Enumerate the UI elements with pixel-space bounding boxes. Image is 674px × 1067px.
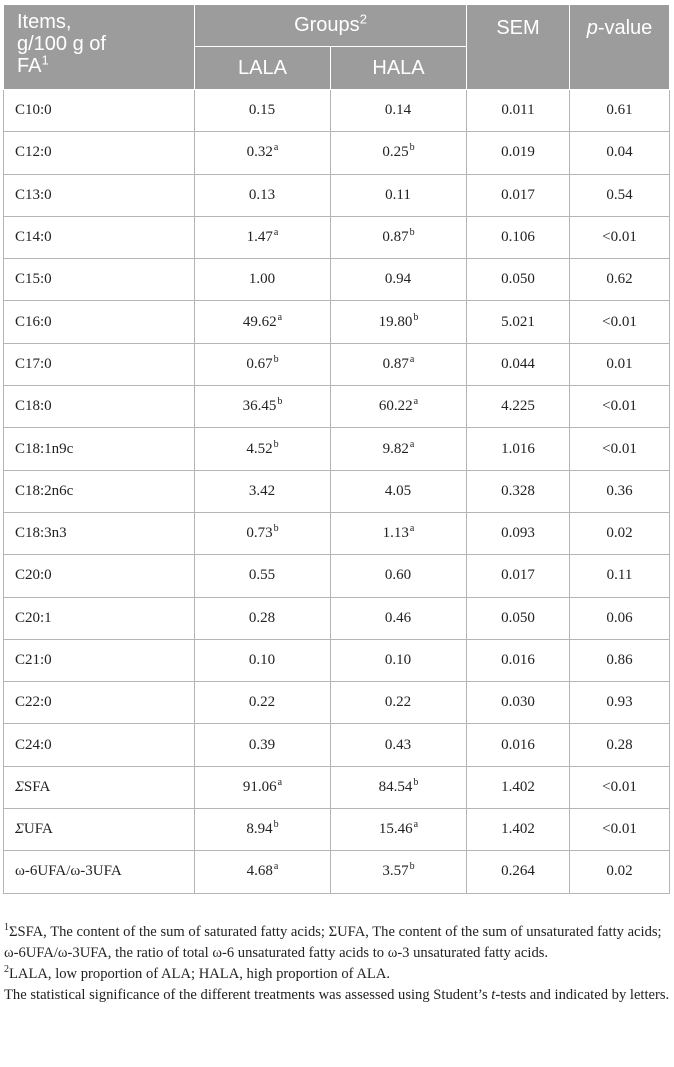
table-row [4, 724, 670, 766]
cell-lala: 4.68$^a$ [195, 851, 331, 893]
fatty-acid-table [3, 4, 670, 894]
table-row [4, 597, 670, 639]
header-hala: HALA [331, 47, 467, 90]
cell-item: C20:0 [4, 555, 195, 597]
table-row [4, 343, 670, 385]
cell-hala: 0.22 [331, 682, 467, 724]
table-row [4, 512, 670, 554]
cell-sem: 0.044 [467, 343, 570, 385]
cell-hala: 9.82$^a$ [331, 428, 467, 470]
table-row [4, 682, 670, 724]
cell-lala: 0.10 [195, 639, 331, 681]
table-row [4, 766, 670, 808]
cell-lala: 4.52$^b$ [195, 428, 331, 470]
cell-p-value: 0.02 [570, 512, 670, 554]
table-row [4, 428, 670, 470]
fatty-acid-table-container [3, 4, 669, 894]
cell-p-value: 0.54 [570, 174, 670, 216]
table-row [4, 216, 670, 258]
cell-item: C18:0 [4, 386, 195, 428]
cell-lala: 0.55 [195, 555, 331, 597]
table-row [4, 90, 670, 132]
cell-item: C24:0 [4, 724, 195, 766]
table-row [4, 301, 670, 343]
cell-p-value: 0.61 [570, 90, 670, 132]
header-p-value: p-value [570, 5, 670, 90]
cell-sem: 0.106 [467, 216, 570, 258]
cell-sem: 0.328 [467, 470, 570, 512]
table-header [4, 5, 670, 90]
cell-item: C22:0 [4, 682, 195, 724]
cell-lala: 0.73$^b$ [195, 512, 331, 554]
cell-sem: 0.030 [467, 682, 570, 724]
cell-sem: 1.016 [467, 428, 570, 470]
cell-hala: 0.25$^b$ [331, 132, 467, 174]
header-sem: SEM [467, 5, 570, 90]
cell-item: C10:0 [4, 90, 195, 132]
header-items: Items, g/100 g of $FA^1$ [4, 5, 195, 90]
table-footnotes [4, 922, 670, 1006]
table-row [4, 132, 670, 174]
cell-lala: 91.06$^a$ [195, 766, 331, 808]
cell-sem: 1.402 [467, 809, 570, 851]
cell-p-value: 0.28 [570, 724, 670, 766]
table-body [4, 90, 670, 894]
cell-lala: 1.00 [195, 259, 331, 301]
cell-p-value: <0.01 [570, 216, 670, 258]
cell-hala: 60.22$^a$ [331, 386, 467, 428]
cell-hala: 1.13$^a$ [331, 512, 467, 554]
cell-sem: 1.402 [467, 766, 570, 808]
cell-hala: 0.43 [331, 724, 467, 766]
cell-item: C16:0 [4, 301, 195, 343]
table-row [4, 555, 670, 597]
cell-p-value: <0.01 [570, 386, 670, 428]
cell-sem: 0.016 [467, 639, 570, 681]
cell-hala: 0.87$^a$ [331, 343, 467, 385]
cell-hala: 15.46$^a$ [331, 809, 467, 851]
cell-lala: 8.94$^b$ [195, 809, 331, 851]
cell-hala: 0.87$^b$ [331, 216, 467, 258]
cell-p-value: 0.02 [570, 851, 670, 893]
cell-p-value: 0.04 [570, 132, 670, 174]
cell-sem: 0.050 [467, 597, 570, 639]
header-groups: Groups$^2$ [195, 5, 467, 47]
cell-hala: 19.80$^b$ [331, 301, 467, 343]
cell-sem: 0.264 [467, 851, 570, 893]
table-row [4, 386, 670, 428]
cell-lala: 36.45$^b$ [195, 386, 331, 428]
cell-sem: 4.225 [467, 386, 570, 428]
cell-item: C18:3n3 [4, 512, 195, 554]
cell-p-value: 0.62 [570, 259, 670, 301]
cell-hala: 0.94 [331, 259, 467, 301]
table-row [4, 809, 670, 851]
footnote-2: $^2$LALA, low proportion of ALA; HALA, high proportion of ALA. [4, 964, 391, 982]
cell-sem: 0.017 [467, 555, 570, 597]
cell-item: C18:1n9c [4, 428, 195, 470]
cell-sem: 0.050 [467, 259, 570, 301]
cell-hala: 0.10 [331, 639, 467, 681]
cell-p-value: <0.01 [570, 766, 670, 808]
cell-sem: 0.093 [467, 512, 570, 554]
table-row [4, 470, 670, 512]
cell-lala: 0.32$^a$ [195, 132, 331, 174]
cell-item: C18:2n6c [4, 470, 195, 512]
cell-p-value: 0.01 [570, 343, 670, 385]
cell-lala: 0.39 [195, 724, 331, 766]
cell-item: C15:0 [4, 259, 195, 301]
cell-lala: 49.62$^a$ [195, 301, 331, 343]
cell-item: C13:0 [4, 174, 195, 216]
footnote-1: $^1$ΣSFA, The content of the sum of saturated fatty acids; ΣUFA, The content of the sum of unsaturated fatty acids; ω-6UFA/ω-3UFA, the ratio of total ω-6 unsaturated fatty acids to ω-3 unsaturated fatty acids. [4, 922, 662, 961]
cell-hala: 3.57$^b$ [331, 851, 467, 893]
cell-lala: 3.42 [195, 470, 331, 512]
cell-hala: 4.05 [331, 470, 467, 512]
table-row [4, 174, 670, 216]
cell-hala: 84.54$^b$ [331, 766, 467, 808]
cell-p-value: 0.06 [570, 597, 670, 639]
cell-item: C17:0 [4, 343, 195, 385]
cell-item: ΣUFA [4, 809, 195, 851]
cell-p-value: 0.36 [570, 470, 670, 512]
table-row [4, 639, 670, 681]
cell-sem: 0.019 [467, 132, 570, 174]
cell-p-value: 0.11 [570, 555, 670, 597]
cell-lala: 0.22 [195, 682, 331, 724]
cell-p-value: <0.01 [570, 301, 670, 343]
header-lala: LALA [195, 47, 331, 90]
table-row [4, 851, 670, 893]
cell-hala: 0.11 [331, 174, 467, 216]
cell-item: C20:1 [4, 597, 195, 639]
cell-item: C21:0 [4, 639, 195, 681]
cell-lala: 0.15 [195, 90, 331, 132]
cell-lala: 1.47$^a$ [195, 216, 331, 258]
cell-item: C14:0 [4, 216, 195, 258]
cell-lala: 0.28 [195, 597, 331, 639]
cell-lala: 0.13 [195, 174, 331, 216]
cell-p-value: 0.86 [570, 639, 670, 681]
cell-sem: 0.011 [467, 90, 570, 132]
cell-p-value: 0.93 [570, 682, 670, 724]
table-row [4, 259, 670, 301]
footnote-3: The statistical significance of the different treatments was assessed using Student’s t-tests and indicated by letters. [4, 987, 670, 1003]
cell-item: ω-6UFA/ω-3UFA [4, 851, 195, 893]
cell-hala: 0.60 [331, 555, 467, 597]
cell-lala: 0.67$^b$ [195, 343, 331, 385]
cell-sem: 5.021 [467, 301, 570, 343]
cell-item: C12:0 [4, 132, 195, 174]
cell-item: ΣSFA [4, 766, 195, 808]
cell-p-value: <0.01 [570, 809, 670, 851]
cell-p-value: <0.01 [570, 428, 670, 470]
cell-hala: 0.46 [331, 597, 467, 639]
cell-hala: 0.14 [331, 90, 467, 132]
cell-sem: 0.016 [467, 724, 570, 766]
cell-sem: 0.017 [467, 174, 570, 216]
